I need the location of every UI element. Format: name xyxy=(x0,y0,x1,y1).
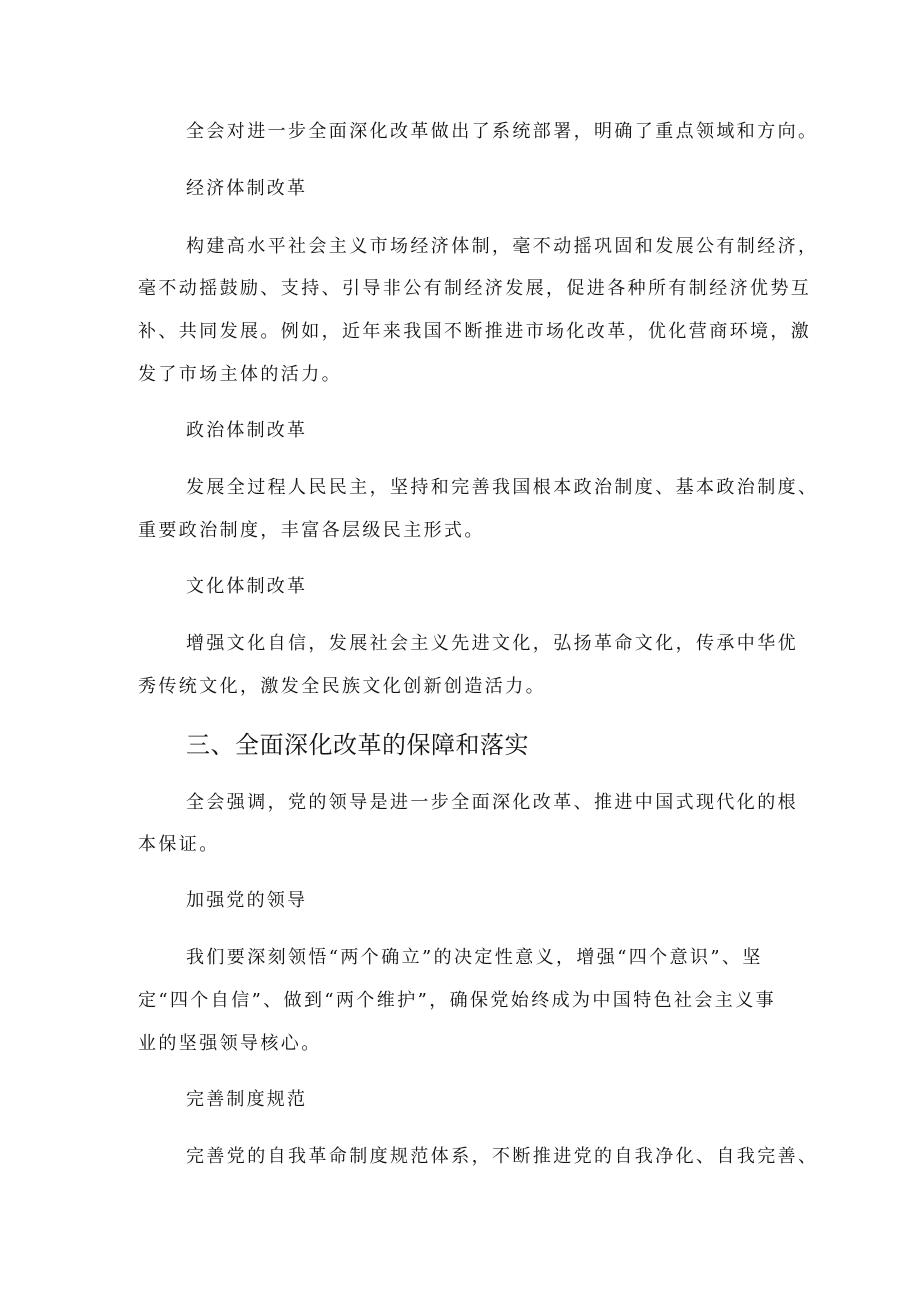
institution-paragraph-line: 完善党的自我革命制度规范体系，不断推进党的自我净化、自我完善、 xyxy=(186,1146,819,1167)
section-three-paragraph-line: 全会强调，党的领导是进一步全面深化改革、推进中国式现代化的根 xyxy=(186,792,798,813)
leadership-paragraph-line: 我们要深刻领悟“两个确立”的决定性意义，增强“四个意识”、坚 xyxy=(186,947,763,968)
economic-reform-title: 经济体制改革 xyxy=(186,178,308,199)
leadership-paragraph-line: 业的坚强领导核心。 xyxy=(138,1033,322,1054)
economic-paragraph-line: 构建高水平社会主义市场经济体制，毫不动摇巩固和发展公有制经济， xyxy=(186,236,819,257)
political-reform-title: 政治体制改革 xyxy=(186,420,308,441)
intro-paragraph: 全会对进一步全面深化改革做出了系统部署，明确了重点领域和方向。 xyxy=(186,121,819,142)
section-three-paragraph-line: 本保证。 xyxy=(138,834,220,855)
economic-paragraph-line: 补、共同发展。例如，近年来我国不断推进市场化改革，优化营商环境，激 xyxy=(138,321,812,342)
cultural-paragraph-line: 增强文化自信，发展社会主义先进文化，弘扬革命文化，传承中华优 xyxy=(186,633,798,654)
section-three-heading: 三、全面深化改革的保障和落实 xyxy=(186,731,529,759)
cultural-reform-title: 文化体制改革 xyxy=(186,576,308,597)
political-paragraph-line: 重要政治制度，丰富各层级民主形式。 xyxy=(138,520,485,541)
economic-paragraph-line: 毫不动摇鼓励、支持、引导非公有制经济发展，促进各种所有制经济优势互 xyxy=(138,278,812,299)
institution-title: 完善制度规范 xyxy=(186,1089,308,1110)
leadership-title: 加强党的领导 xyxy=(186,890,308,911)
political-paragraph-line: 发展全过程人民民主，坚持和完善我国根本政治制度、基本政治制度、 xyxy=(186,477,819,498)
leadership-paragraph-line: 定“四个自信”、做到“两个维护”，确保党始终成为中国特色社会主义事 xyxy=(138,990,777,1011)
economic-paragraph-line: 发了市场主体的活力。 xyxy=(138,364,342,385)
cultural-paragraph-line: 秀传统文化，激发全民族文化创新创造活力。 xyxy=(138,676,546,697)
